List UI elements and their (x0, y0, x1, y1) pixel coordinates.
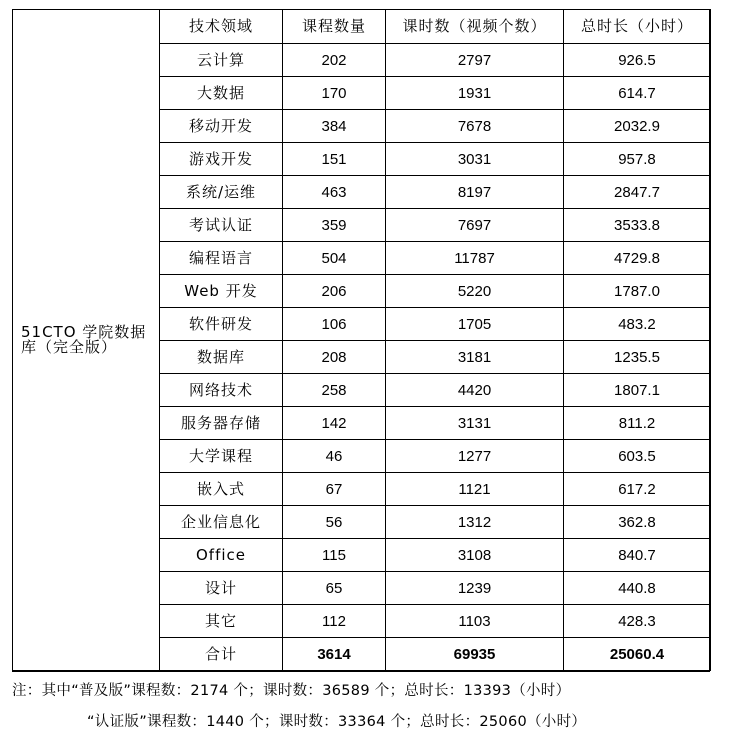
courses-cell: 359 (283, 209, 386, 242)
courses-cell: 170 (283, 77, 386, 110)
domain-cell: 设计 (160, 572, 283, 605)
lessons-cell: 7697 (386, 209, 564, 242)
courses-cell: 142 (283, 407, 386, 440)
domain-cell: 数据库 (160, 341, 283, 374)
header-domain: 技术领域 (160, 10, 283, 44)
domain-cell: 考试认证 (160, 209, 283, 242)
lessons-cell: 3108 (386, 539, 564, 572)
courses-cell: 151 (283, 143, 386, 176)
hours-cell: 957.8 (564, 143, 711, 176)
lessons-cell: 4420 (386, 374, 564, 407)
lessons-cell: 3131 (386, 407, 564, 440)
domain-cell: 大数据 (160, 77, 283, 110)
courses-cell: 56 (283, 506, 386, 539)
lessons-cell: 1931 (386, 77, 564, 110)
lessons-cell: 7678 (386, 110, 564, 143)
hours-cell: 3533.8 (564, 209, 711, 242)
total-lessons-cell: 69935 (386, 638, 564, 671)
hours-cell: 840.7 (564, 539, 711, 572)
domain-cell: 移动开发 (160, 110, 283, 143)
total-label-cell: 合计 (160, 638, 283, 671)
hours-cell: 4729.8 (564, 242, 711, 275)
courses-cell: 504 (283, 242, 386, 275)
domain-cell: 服务器存储 (160, 407, 283, 440)
courses-cell: 65 (283, 572, 386, 605)
courses-cell: 46 (283, 440, 386, 473)
courses-cell: 115 (283, 539, 386, 572)
courses-cell: 112 (283, 605, 386, 638)
lessons-cell: 2797 (386, 44, 564, 77)
hours-cell: 428.3 (564, 605, 711, 638)
hours-cell: 2032.9 (564, 110, 711, 143)
domain-cell: 网络技术 (160, 374, 283, 407)
domain-cell: Office (160, 539, 283, 572)
hours-cell: 614.7 (564, 77, 711, 110)
courses-cell: 67 (283, 473, 386, 506)
lessons-cell: 1312 (386, 506, 564, 539)
database-label-cell: 51CTO 学院数据库（完全版） (13, 10, 160, 671)
total-courses-cell: 3614 (283, 638, 386, 671)
footnote-certified-edition: “认证版”课程数：1440 个；课时数：33364 个；总时长：25060（小时） (87, 714, 587, 730)
lessons-cell: 1705 (386, 308, 564, 341)
hours-cell: 617.2 (564, 473, 711, 506)
total-hours-cell: 25060.4 (564, 638, 711, 671)
courses-cell: 258 (283, 374, 386, 407)
domain-cell: 编程语言 (160, 242, 283, 275)
lessons-cell: 1121 (386, 473, 564, 506)
lessons-cell: 1239 (386, 572, 564, 605)
courses-cell: 106 (283, 308, 386, 341)
domain-cell: 其它 (160, 605, 283, 638)
hours-cell: 811.2 (564, 407, 711, 440)
domain-cell: Web 开发 (160, 275, 283, 308)
courses-cell: 202 (283, 44, 386, 77)
hours-cell: 1787.0 (564, 275, 711, 308)
lessons-cell: 3181 (386, 341, 564, 374)
domain-cell: 企业信息化 (160, 506, 283, 539)
hours-cell: 483.2 (564, 308, 711, 341)
hours-cell: 1235.5 (564, 341, 711, 374)
hours-cell: 440.8 (564, 572, 711, 605)
courses-cell: 208 (283, 341, 386, 374)
hours-cell: 2847.7 (564, 176, 711, 209)
courses-cell: 206 (283, 275, 386, 308)
lessons-cell: 11787 (386, 242, 564, 275)
course-stats-table (12, 9, 711, 671)
courses-cell: 463 (283, 176, 386, 209)
domain-cell: 软件研发 (160, 308, 283, 341)
domain-cell: 云计算 (160, 44, 283, 77)
hours-cell: 603.5 (564, 440, 711, 473)
domain-cell: 系统/运维 (160, 176, 283, 209)
hours-cell: 362.8 (564, 506, 711, 539)
domain-cell: 游戏开发 (160, 143, 283, 176)
hours-cell: 926.5 (564, 44, 711, 77)
lessons-cell: 1277 (386, 440, 564, 473)
header-lessons: 课时数（视频个数） (386, 10, 564, 44)
lessons-cell: 8197 (386, 176, 564, 209)
domain-cell: 嵌入式 (160, 473, 283, 506)
footnote-basic-edition: 注：其中“普及版”课程数：2174 个；课时数：36589 个；总时长：13393（小时） (12, 683, 571, 699)
lessons-cell: 3031 (386, 143, 564, 176)
hours-cell: 1807.1 (564, 374, 711, 407)
header-row (13, 10, 711, 44)
domain-cell: 大学课程 (160, 440, 283, 473)
lessons-cell: 5220 (386, 275, 564, 308)
header-courses: 课程数量 (283, 10, 386, 44)
courses-cell: 384 (283, 110, 386, 143)
header-hours: 总时长（小时） (564, 10, 711, 44)
lessons-cell: 1103 (386, 605, 564, 638)
table-body (13, 10, 711, 671)
